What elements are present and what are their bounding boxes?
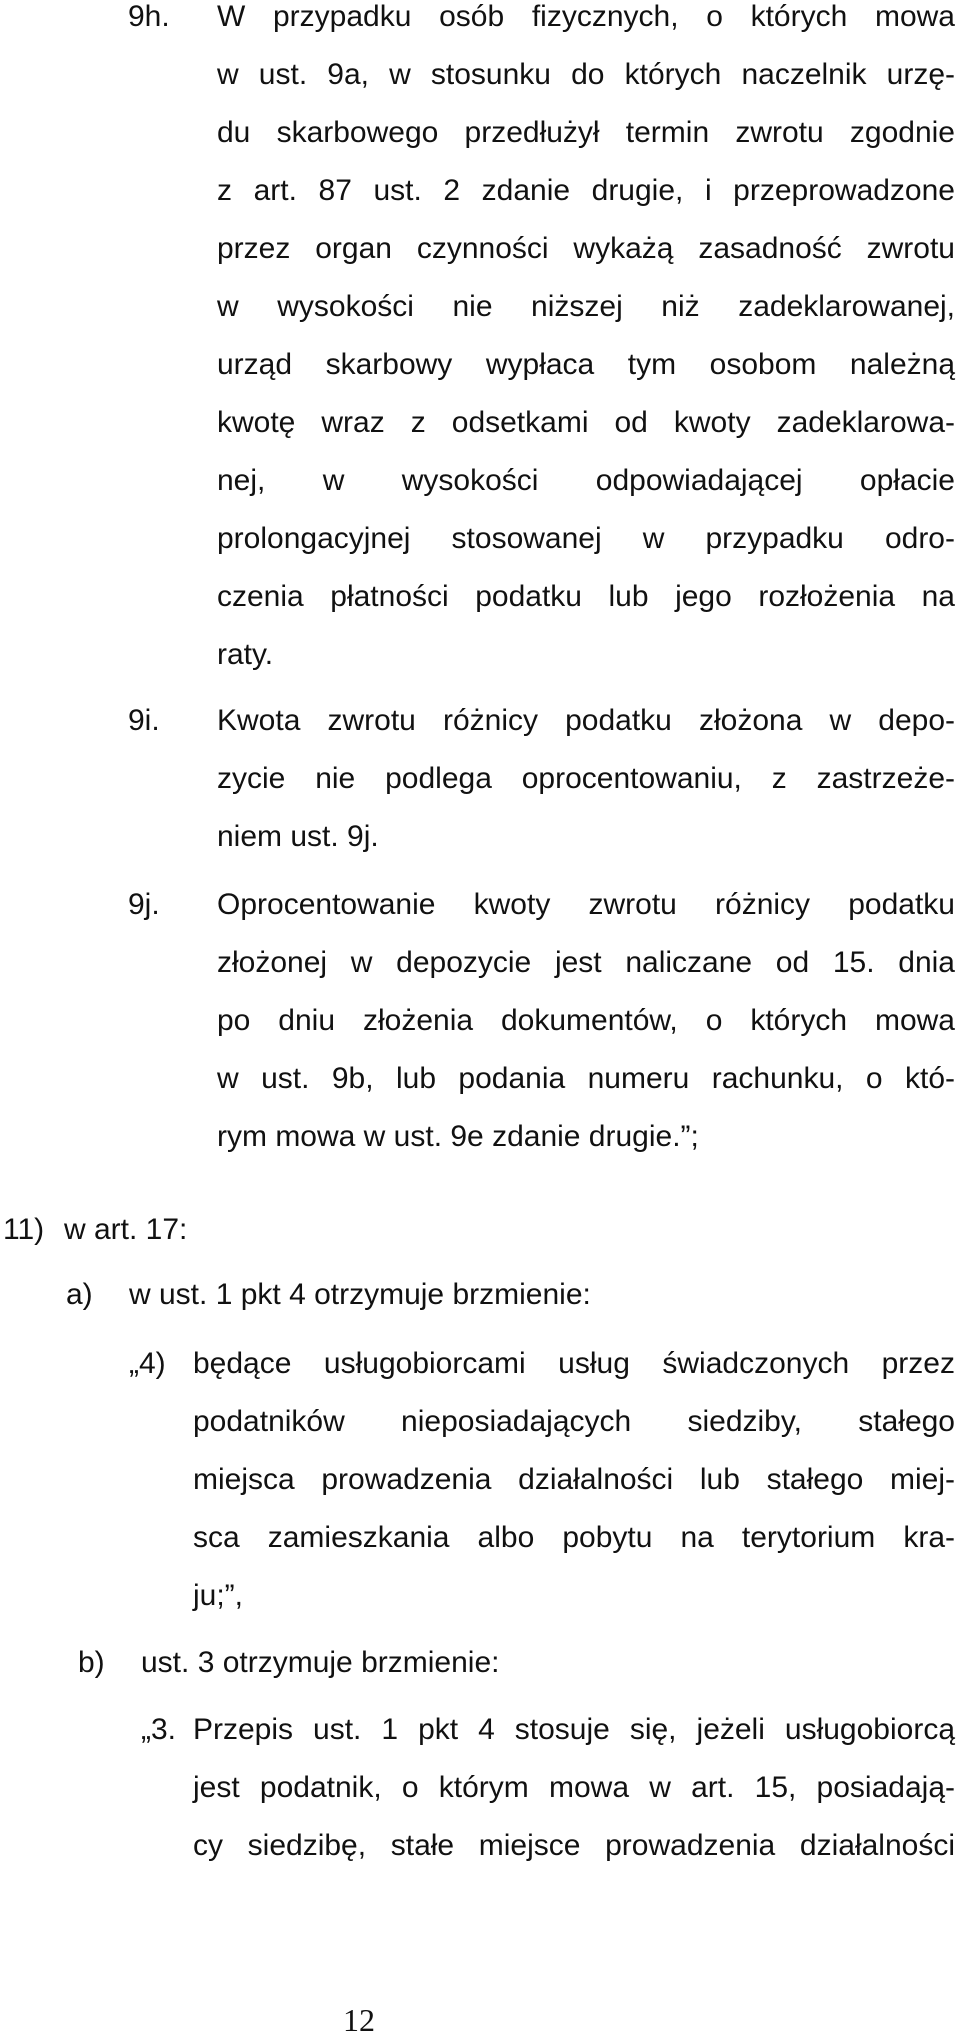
text-line: W przypadku osób fizycznych, o których mowa: [217, 0, 955, 33]
text-line: będące usługobiorcami usług świadczonych przez: [193, 1347, 955, 1380]
text-line: z art. 87 ust. 2 zdanie drugie, i przeprowadzone: [217, 174, 955, 207]
text-line: miejsca prowadzenia działalności lub stałego miej-: [193, 1463, 955, 1496]
text-line: du skarbowego przedłużył termin zwrotu zgodnie: [217, 116, 955, 149]
text-line: cy siedzibę, stałe miejsce prowadzenia działalności: [193, 1829, 955, 1862]
text-line: złożonej w depozycie jest naliczane od 15. dnia: [217, 946, 955, 979]
text-line: rym mowa w ust. 9e zdanie drugie.”;: [217, 1120, 699, 1153]
paragraph-label: 9j.: [128, 888, 160, 921]
page-number: 12: [343, 2002, 375, 2038]
paragraph-label: 9h.: [128, 0, 170, 33]
paragraph-label: 9i.: [128, 704, 160, 737]
text-line: w ust. 9a, w stosunku do których naczelnik urzę-: [217, 58, 955, 91]
text-line: po dniu złożenia dokumentów, o których mowa: [217, 1004, 955, 1037]
text-line: w wysokości nie niższej niż zadeklarowanej,: [217, 290, 955, 323]
quoted-label: „4): [129, 1347, 166, 1380]
text-line: w ust. 9b, lub podania numeru rachunku, o któ-: [217, 1062, 955, 1095]
paragraph-body: [217, 0, 955, 684]
point-label: a): [66, 1278, 93, 1311]
text-line: czenia płatności podatku lub jego rozłożenia na: [217, 580, 955, 613]
text-line: prolongacyjnej stosowanej w przypadku odro-: [217, 522, 955, 555]
text-line: kwotę wraz z odsetkami od kwoty zadeklarowa-: [217, 406, 955, 439]
point-label: b): [78, 1646, 105, 1679]
text-line: Oprocentowanie kwoty zwrotu różnicy podatku: [217, 888, 955, 921]
point-label: 11): [3, 1213, 45, 1246]
text-line: jest podatnik, o którym mowa w art. 15, posiadają-: [193, 1771, 955, 1804]
text-line: niem ust. 9j.: [217, 820, 379, 853]
paragraph-body: [217, 692, 955, 866]
point-text: ust. 3 otrzymuje brzmienie:: [141, 1646, 500, 1679]
text-line: sca zamieszkania albo pobytu na terytorium kra-: [193, 1521, 955, 1554]
paragraph-body: [217, 876, 955, 1166]
text-line: raty.: [217, 638, 274, 671]
quoted-body: [193, 1335, 955, 1625]
point-text: w art. 17:: [64, 1213, 188, 1246]
text-line: Przepis ust. 1 pkt 4 stosuje się, jeżeli usługobiorcą: [193, 1713, 955, 1746]
text-line: Kwota zwrotu różnicy podatku złożona w depo-: [217, 704, 955, 737]
point-text: w ust. 1 pkt 4 otrzymuje brzmienie:: [129, 1278, 591, 1311]
text-line: podatników nieposiadających siedziby, stałego: [193, 1405, 955, 1438]
text-line: przez organ czynności wykażą zasadność zwrotu: [217, 232, 955, 265]
quoted-label: „3.: [141, 1713, 177, 1746]
text-line: ju;”,: [193, 1579, 244, 1612]
quoted-body: [193, 1701, 955, 1875]
text-line: nej, w wysokości odpowiadającej opłacie: [217, 464, 955, 497]
text-line: zycie nie podlega oprocentowaniu, z zastrzeże-: [217, 762, 955, 795]
text-line: urząd skarbowy wypłaca tym osobom należną: [217, 348, 955, 381]
